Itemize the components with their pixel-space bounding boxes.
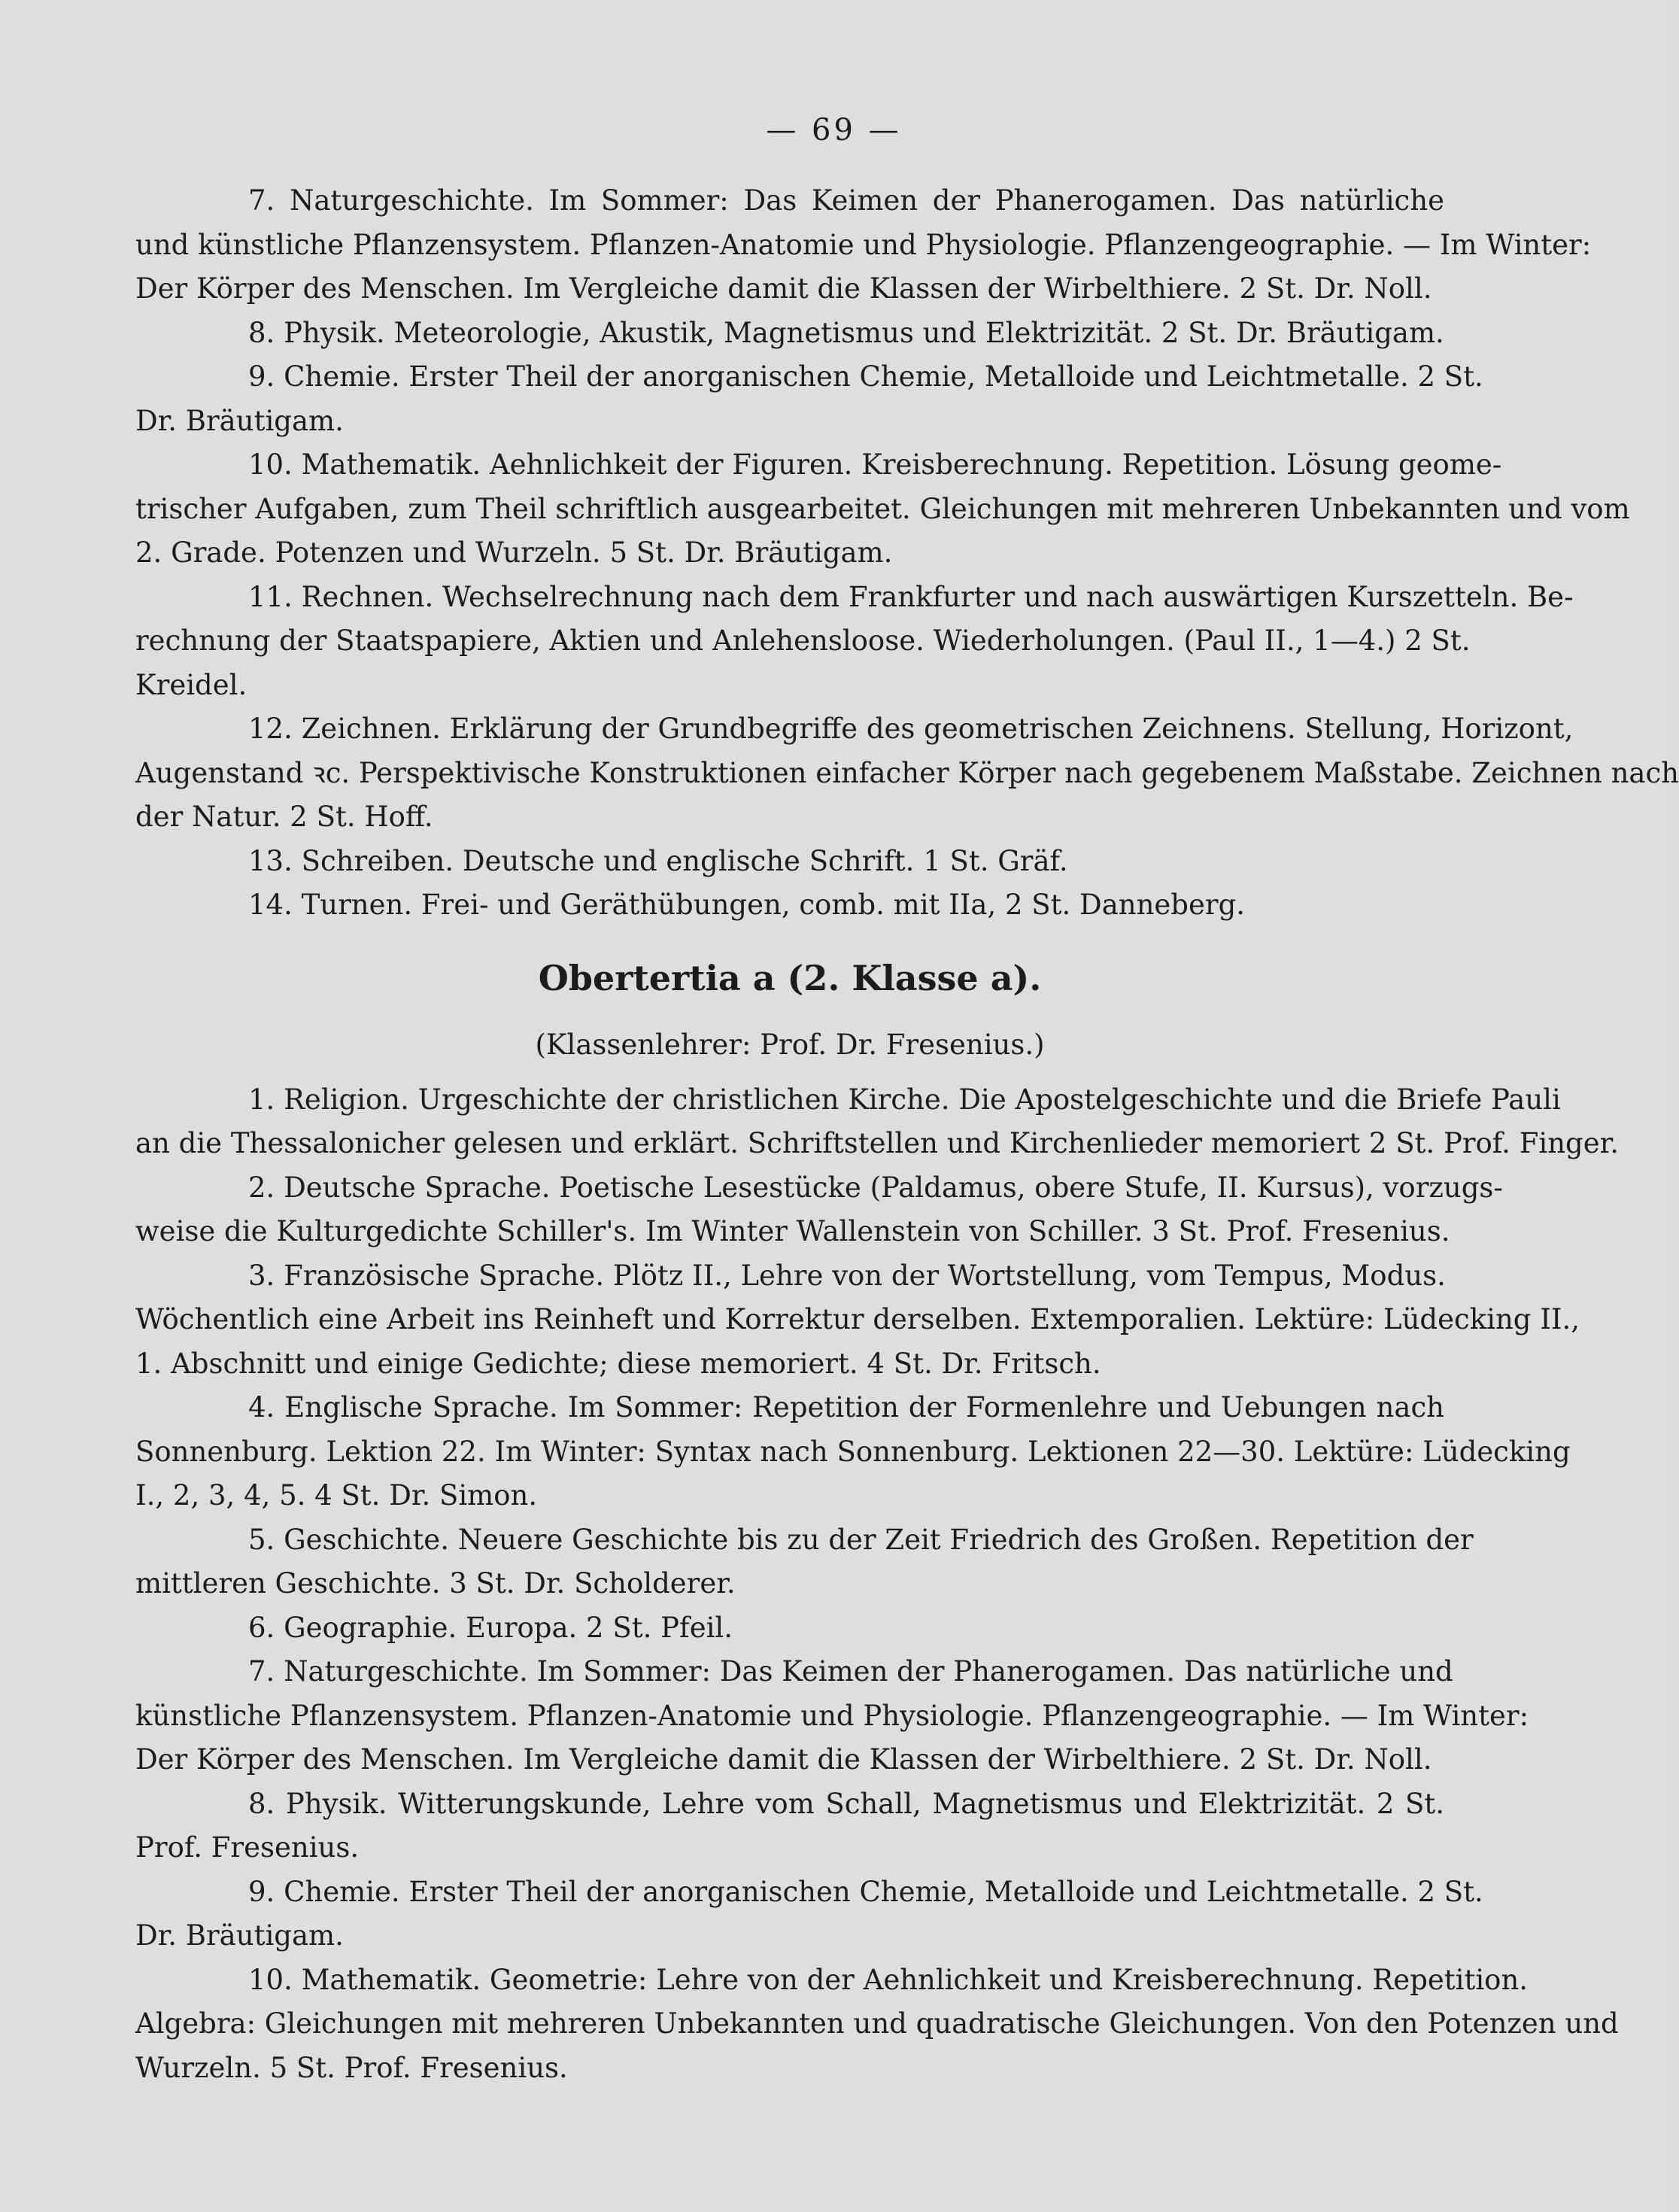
text-line: 9. Chemie. Erster Theil der anorganischen Chemie, Metalloide und Leichtmetalle. 2 St. [248, 1875, 1483, 1908]
text-line: Kreidel. [135, 668, 247, 701]
text-line: 10. Mathematik. Geometrie: Lehre von der Aehnlichkeit und Kreisberechnung. Repetition. [248, 1963, 1529, 1996]
section-obertertia [135, 1078, 1620, 2091]
text-line: 12. Zeichnen. Erklärung der Grundbegriffe des geometrischen Zeichnens. Stellung, Horizont, [248, 713, 1574, 745]
text-line: 1. Abschnitt und einige Gedichte; diese memoriert. 4 St. Dr. Fritsch. [135, 1347, 1101, 1380]
text-line: Sonnenburg. Lektion 22. Im Winter: Syntax nach Sonnenburg. Lektionen 22—30. Lektüre: Lüdecking [135, 1435, 1571, 1468]
text-line: Der Körper des Menschen. Im Vergleiche damit die Klassen der Wirbelthiere. 2 St. Dr. Noll. [135, 272, 1432, 305]
text-line: 10. Mathematik. Aehnlichkeit der Figuren. Kreisberechnung. Repetition. Lösung geome- [248, 448, 1502, 481]
text-line: rechnung der Staatspapiere, Aktien und Anlehensloose. Wiederholungen. (Paul II., 1—4.) 2 St. [135, 624, 1471, 657]
text-line: Augenstand ꝛc. Perspektivische Konstruktionen einfacher Körper nach gegebenem Maßstabe. Zeichnen nach [135, 756, 1679, 789]
text-line: künstliche Pflanzensystem. Pflanzen-Anatomie und Physiologie. Pflanzengeographie. — Im Winter: [135, 1699, 1529, 1732]
text-line: 13. Schreiben. Deutsche und englische Schrift. 1 St. Gräf. [248, 844, 1068, 877]
text-line: weise die Kulturgedichte Schiller's. Im Winter Wallenstein von Schiller. 3 St. Prof. Fresenius. [135, 1215, 1450, 1247]
text-line: 9. Chemie. Erster Theil der anorganischen Chemie, Metalloide und Leichtmetalle. 2 St. [248, 360, 1483, 393]
text-line: 3. Französische Sprache. Plötz II., Lehre von der Wortstellung, vom Tempus, Modus. [248, 1259, 1446, 1292]
text-line: Algebra: Gleichungen mit mehreren Unbekannten und quadratische Gleichungen. Von den Potenzen und [135, 2007, 1619, 2040]
text-line: 7. Naturgeschichte. Im Sommer: Das Keimen der Phanerogamen. Das natürliche [248, 184, 1444, 217]
text-line: trischer Aufgaben, zum Theil schriftlich ausgearbeitet. Gleichungen mit mehreren Unbekannten und vom [135, 492, 1630, 525]
section-continued [135, 179, 1679, 928]
text-line: 7. Naturgeschichte. Im Sommer: Das Keimen der Phanerogamen. Das natürliche und [248, 1655, 1453, 1688]
text-line: Wöchentlich eine Arbeit ins Reinheft und Korrektur derselben. Extemporalien. Lektüre: Lüdecking II., [135, 1303, 1580, 1335]
text-line: 4. Englische Sprache. Im Sommer: Repetition der Formenlehre und Uebungen nach [248, 1391, 1444, 1424]
text-line: 11. Rechnen. Wechselrechnung nach dem Frankfurter und nach auswärtigen Kurszetteln. Be- [248, 580, 1574, 613]
text-line: Dr. Bräutigam. [135, 1919, 344, 1952]
text-line: an die Thessalonicher gelesen und erklärt. Schriftstellen und Kirchenlieder memoriert 2 St. Prof. Finger. [135, 1127, 1620, 1159]
class-teacher-line: (Klassenlehrer: Prof. Dr. Fresenius.) [535, 1028, 1045, 1061]
text-line: 8. Physik. Meteorologie, Akustik, Magnetismus und Elektrizität. 2 St. Dr. Bräutigam. [248, 316, 1444, 349]
text-line: Der Körper des Menschen. Im Vergleiche damit die Klassen der Wirbelthiere. 2 St. Dr. Noll. [135, 1743, 1432, 1776]
page-body [135, 179, 1679, 2090]
text-line: Prof. Fresenius. [135, 1831, 360, 1864]
text-line: 14. Turnen. Frei- und Geräthübungen, comb. mit IIa, 2 St. Danneberg. [248, 889, 1246, 921]
text-line: 6. Geographie. Europa. 2 St. Pfeil. [248, 1611, 733, 1644]
page-number: — 69 — [766, 113, 902, 147]
text-line: 8. Physik. Witterungskunde, Lehre vom Schall, Magnetismus und Elektrizität. 2 St. [248, 1787, 1444, 1820]
text-line: der Natur. 2 St. Hoff. [135, 801, 433, 833]
text-line: 2. Deutsche Sprache. Poetische Lesestücke (Paldamus, obere Stufe, II. Kursus), vorzugs- [248, 1171, 1503, 1204]
text-line: 5. Geschichte. Neuere Geschichte bis zu der Zeit Friedrich des Großen. Repetition der [248, 1523, 1474, 1556]
text-line: und künstliche Pflanzensystem. Pflanzen-Anatomie und Physiologie. Pflanzengeographie. — Im Winter: [135, 228, 1592, 261]
text-line: Wurzeln. 5 St. Prof. Fresenius. [135, 2051, 568, 2084]
text-line: mittleren Geschichte. 3 St. Dr. Scholderer. [135, 1567, 736, 1600]
text-line: Dr. Bräutigam. [135, 404, 344, 437]
section-heading: Obertertia a (2. Klasse a). [538, 957, 1042, 998]
text-line: 1. Religion. Urgeschichte der christlichen Kirche. Die Apostelgeschichte und die Briefe Pauli [248, 1083, 1561, 1116]
text-line: I., 2, 3, 4, 5. 4 St. Dr. Simon. [135, 1479, 538, 1512]
text-line: 2. Grade. Potenzen und Wurzeln. 5 St. Dr. Bräutigam. [135, 536, 893, 569]
